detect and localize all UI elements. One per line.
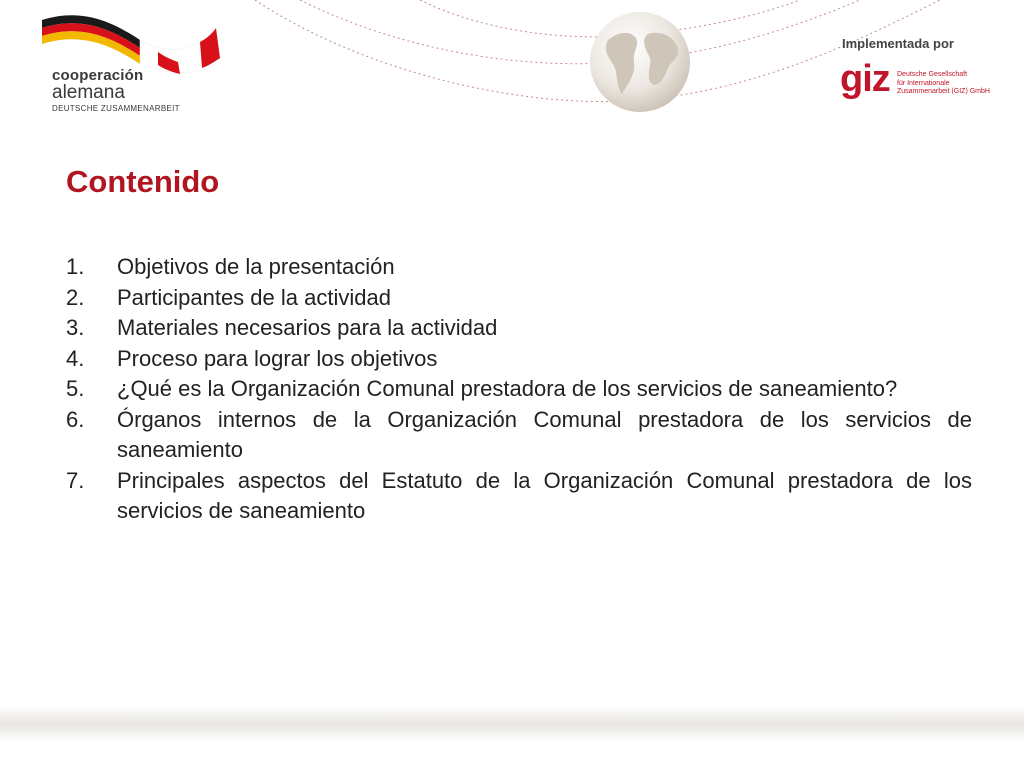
giz-logo: giz (840, 58, 890, 100)
list-item (66, 374, 972, 405)
cooperacion-alemana-logo (40, 12, 230, 122)
list-item (66, 466, 972, 527)
item-text: Órganos internos de la Organización Comunal prestadora de los servicios de saneamiento (117, 406, 972, 462)
item-number: 5. (66, 376, 85, 401)
page-title: Contenido (66, 164, 220, 199)
contents-list (66, 252, 972, 527)
list-item (66, 405, 972, 466)
item-number: 1. (66, 254, 85, 279)
item-text: Participantes de la actividad (117, 284, 391, 310)
globe-icon (588, 10, 692, 114)
list-item (66, 344, 972, 375)
giz-text-line: Deutsche Gesellschaft (897, 71, 968, 78)
item-text: Principales aspectos del Estatuto de la Organización Comunal prestadora de los servicios de saneamiento (117, 467, 972, 523)
item-number: 7. (66, 467, 85, 493)
footer-band (0, 705, 1024, 741)
item-number: 6. (66, 406, 85, 432)
logo-line-cooperacion: cooperación (52, 67, 144, 84)
implementada-por-label: Implementada por (842, 36, 954, 51)
item-number: 4. (66, 345, 85, 371)
item-number: 3. (66, 315, 85, 340)
item-number: 2. (66, 284, 85, 310)
item-text: Proceso para lograr los objetivos (117, 345, 438, 371)
giz-logo-text (897, 71, 990, 97)
item-text: ¿Qué es la Organización Comunal prestadora de los servicios de saneamiento? (117, 376, 898, 401)
logo-line-deutsche: DEUTSCHE ZUSAMMENARBEIT (52, 104, 180, 113)
giz-text-line: Zusammenarbeit (GIZ) GmbH (897, 88, 990, 95)
giz-text-line: für Internationale (897, 79, 950, 87)
list-item (66, 283, 972, 314)
list-item (66, 313, 972, 344)
item-text: Materiales necesarios para la actividad (117, 315, 498, 340)
logo-line-alemana: alemana (52, 82, 125, 103)
item-text: Objetivos de la presentación (117, 254, 395, 279)
list-item (66, 252, 972, 283)
